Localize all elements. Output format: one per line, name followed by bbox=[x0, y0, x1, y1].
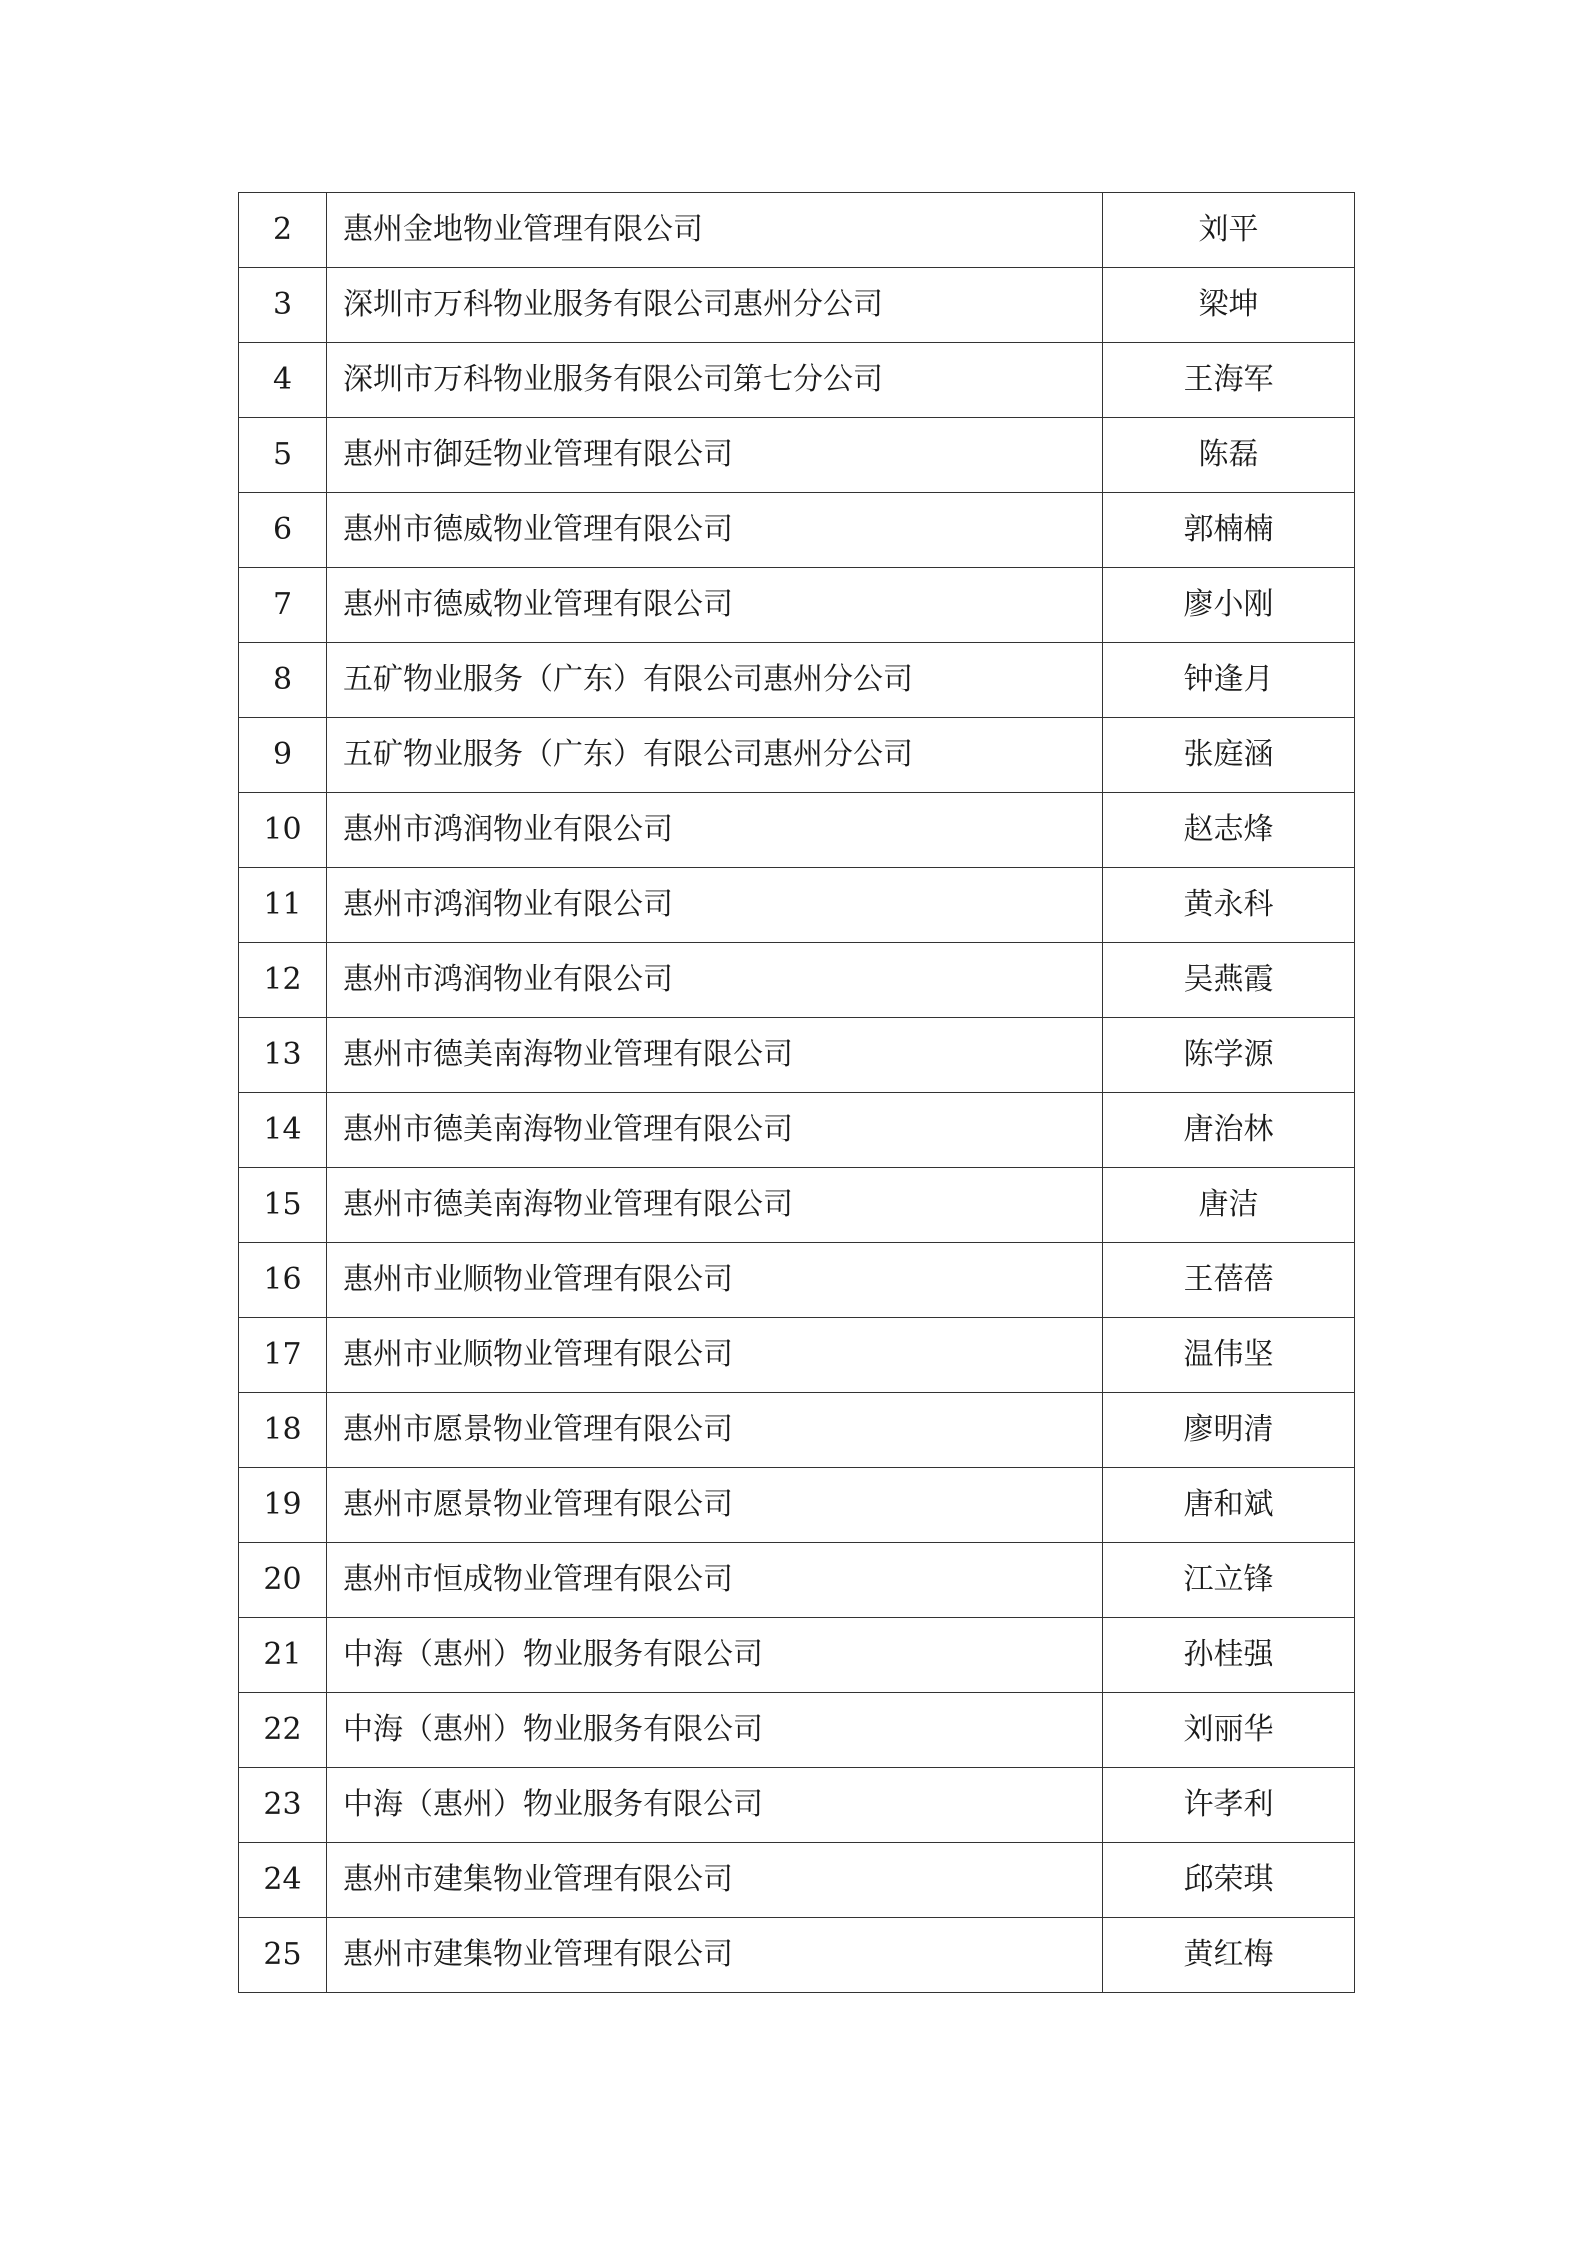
company-name-cell: 惠州市德威物业管理有限公司 bbox=[327, 568, 1103, 643]
row-number-cell: 18 bbox=[239, 1393, 327, 1468]
person-name-cell: 孙桂强 bbox=[1103, 1618, 1355, 1693]
table-row bbox=[239, 718, 1355, 793]
row-number-cell: 24 bbox=[239, 1843, 327, 1918]
person-name-cell: 江立锋 bbox=[1103, 1543, 1355, 1618]
person-name-cell: 唐洁 bbox=[1103, 1168, 1355, 1243]
table-row bbox=[239, 418, 1355, 493]
row-number-cell: 23 bbox=[239, 1768, 327, 1843]
person-name-cell: 陈学源 bbox=[1103, 1018, 1355, 1093]
person-name-cell: 赵志烽 bbox=[1103, 793, 1355, 868]
row-number-cell: 14 bbox=[239, 1093, 327, 1168]
row-number-cell: 21 bbox=[239, 1618, 327, 1693]
row-number-cell: 3 bbox=[239, 268, 327, 343]
company-name-cell: 惠州市建集物业管理有限公司 bbox=[327, 1918, 1103, 1993]
personnel-table bbox=[238, 192, 1355, 1993]
person-name-cell: 廖明清 bbox=[1103, 1393, 1355, 1468]
table-row bbox=[239, 1468, 1355, 1543]
person-name-cell: 陈磊 bbox=[1103, 418, 1355, 493]
row-number-cell: 10 bbox=[239, 793, 327, 868]
company-name-cell: 五矿物业服务（广东）有限公司惠州分公司 bbox=[327, 718, 1103, 793]
row-number-cell: 25 bbox=[239, 1918, 327, 1993]
person-name-cell: 邱荣琪 bbox=[1103, 1843, 1355, 1918]
company-name-cell: 惠州市鸿润物业有限公司 bbox=[327, 943, 1103, 1018]
row-number-cell: 6 bbox=[239, 493, 327, 568]
person-name-cell: 廖小刚 bbox=[1103, 568, 1355, 643]
table-row bbox=[239, 1843, 1355, 1918]
row-number-cell: 17 bbox=[239, 1318, 327, 1393]
table-row bbox=[239, 568, 1355, 643]
company-name-cell: 惠州市御廷物业管理有限公司 bbox=[327, 418, 1103, 493]
row-number-cell: 2 bbox=[239, 193, 327, 268]
company-name-cell: 五矿物业服务（广东）有限公司惠州分公司 bbox=[327, 643, 1103, 718]
row-number-cell: 22 bbox=[239, 1693, 327, 1768]
company-name-cell: 惠州市德威物业管理有限公司 bbox=[327, 493, 1103, 568]
person-name-cell: 许孝利 bbox=[1103, 1768, 1355, 1843]
table-row bbox=[239, 868, 1355, 943]
row-number-cell: 4 bbox=[239, 343, 327, 418]
row-number-cell: 19 bbox=[239, 1468, 327, 1543]
table-row bbox=[239, 1168, 1355, 1243]
table-row bbox=[239, 1093, 1355, 1168]
person-name-cell: 唐治林 bbox=[1103, 1093, 1355, 1168]
company-name-cell: 惠州市鸿润物业有限公司 bbox=[327, 793, 1103, 868]
row-number-cell: 12 bbox=[239, 943, 327, 1018]
company-name-cell: 深圳市万科物业服务有限公司惠州分公司 bbox=[327, 268, 1103, 343]
row-number-cell: 5 bbox=[239, 418, 327, 493]
company-name-cell: 惠州市业顺物业管理有限公司 bbox=[327, 1243, 1103, 1318]
company-name-cell: 惠州市建集物业管理有限公司 bbox=[327, 1843, 1103, 1918]
company-name-cell: 中海（惠州）物业服务有限公司 bbox=[327, 1618, 1103, 1693]
row-number-cell: 9 bbox=[239, 718, 327, 793]
company-name-cell: 惠州金地物业管理有限公司 bbox=[327, 193, 1103, 268]
table-row bbox=[239, 493, 1355, 568]
table-body bbox=[239, 193, 1355, 1993]
company-name-cell: 惠州市德美南海物业管理有限公司 bbox=[327, 1168, 1103, 1243]
person-name-cell: 钟逢月 bbox=[1103, 643, 1355, 718]
person-name-cell: 唐和斌 bbox=[1103, 1468, 1355, 1543]
table-row bbox=[239, 343, 1355, 418]
company-name-cell: 惠州市愿景物业管理有限公司 bbox=[327, 1468, 1103, 1543]
table-row bbox=[239, 193, 1355, 268]
row-number-cell: 13 bbox=[239, 1018, 327, 1093]
company-name-cell: 中海（惠州）物业服务有限公司 bbox=[327, 1768, 1103, 1843]
company-name-cell: 惠州市恒成物业管理有限公司 bbox=[327, 1543, 1103, 1618]
row-number-cell: 16 bbox=[239, 1243, 327, 1318]
table-row bbox=[239, 1768, 1355, 1843]
table-row bbox=[239, 1543, 1355, 1618]
company-name-cell: 惠州市愿景物业管理有限公司 bbox=[327, 1393, 1103, 1468]
person-name-cell: 刘丽华 bbox=[1103, 1693, 1355, 1768]
row-number-cell: 20 bbox=[239, 1543, 327, 1618]
company-name-cell: 中海（惠州）物业服务有限公司 bbox=[327, 1693, 1103, 1768]
person-name-cell: 张庭涵 bbox=[1103, 718, 1355, 793]
person-name-cell: 王蓓蓓 bbox=[1103, 1243, 1355, 1318]
table-row bbox=[239, 1693, 1355, 1768]
person-name-cell: 黄红梅 bbox=[1103, 1918, 1355, 1993]
row-number-cell: 8 bbox=[239, 643, 327, 718]
company-name-cell: 惠州市鸿润物业有限公司 bbox=[327, 868, 1103, 943]
row-number-cell: 11 bbox=[239, 868, 327, 943]
person-name-cell: 王海军 bbox=[1103, 343, 1355, 418]
company-name-cell: 深圳市万科物业服务有限公司第七分公司 bbox=[327, 343, 1103, 418]
row-number-cell: 15 bbox=[239, 1168, 327, 1243]
table-row bbox=[239, 943, 1355, 1018]
table-row bbox=[239, 1393, 1355, 1468]
person-name-cell: 吴燕霞 bbox=[1103, 943, 1355, 1018]
person-name-cell: 温伟坚 bbox=[1103, 1318, 1355, 1393]
person-name-cell: 刘平 bbox=[1103, 193, 1355, 268]
table-row bbox=[239, 1618, 1355, 1693]
table-row bbox=[239, 1018, 1355, 1093]
person-name-cell: 郭楠楠 bbox=[1103, 493, 1355, 568]
table-row bbox=[239, 1243, 1355, 1318]
person-name-cell: 黄永科 bbox=[1103, 868, 1355, 943]
company-name-cell: 惠州市业顺物业管理有限公司 bbox=[327, 1318, 1103, 1393]
company-name-cell: 惠州市德美南海物业管理有限公司 bbox=[327, 1018, 1103, 1093]
company-name-cell: 惠州市德美南海物业管理有限公司 bbox=[327, 1093, 1103, 1168]
table-row bbox=[239, 1318, 1355, 1393]
table-row bbox=[239, 268, 1355, 343]
table-row bbox=[239, 643, 1355, 718]
table-row bbox=[239, 1918, 1355, 1993]
table-row bbox=[239, 793, 1355, 868]
person-name-cell: 梁坤 bbox=[1103, 268, 1355, 343]
row-number-cell: 7 bbox=[239, 568, 327, 643]
